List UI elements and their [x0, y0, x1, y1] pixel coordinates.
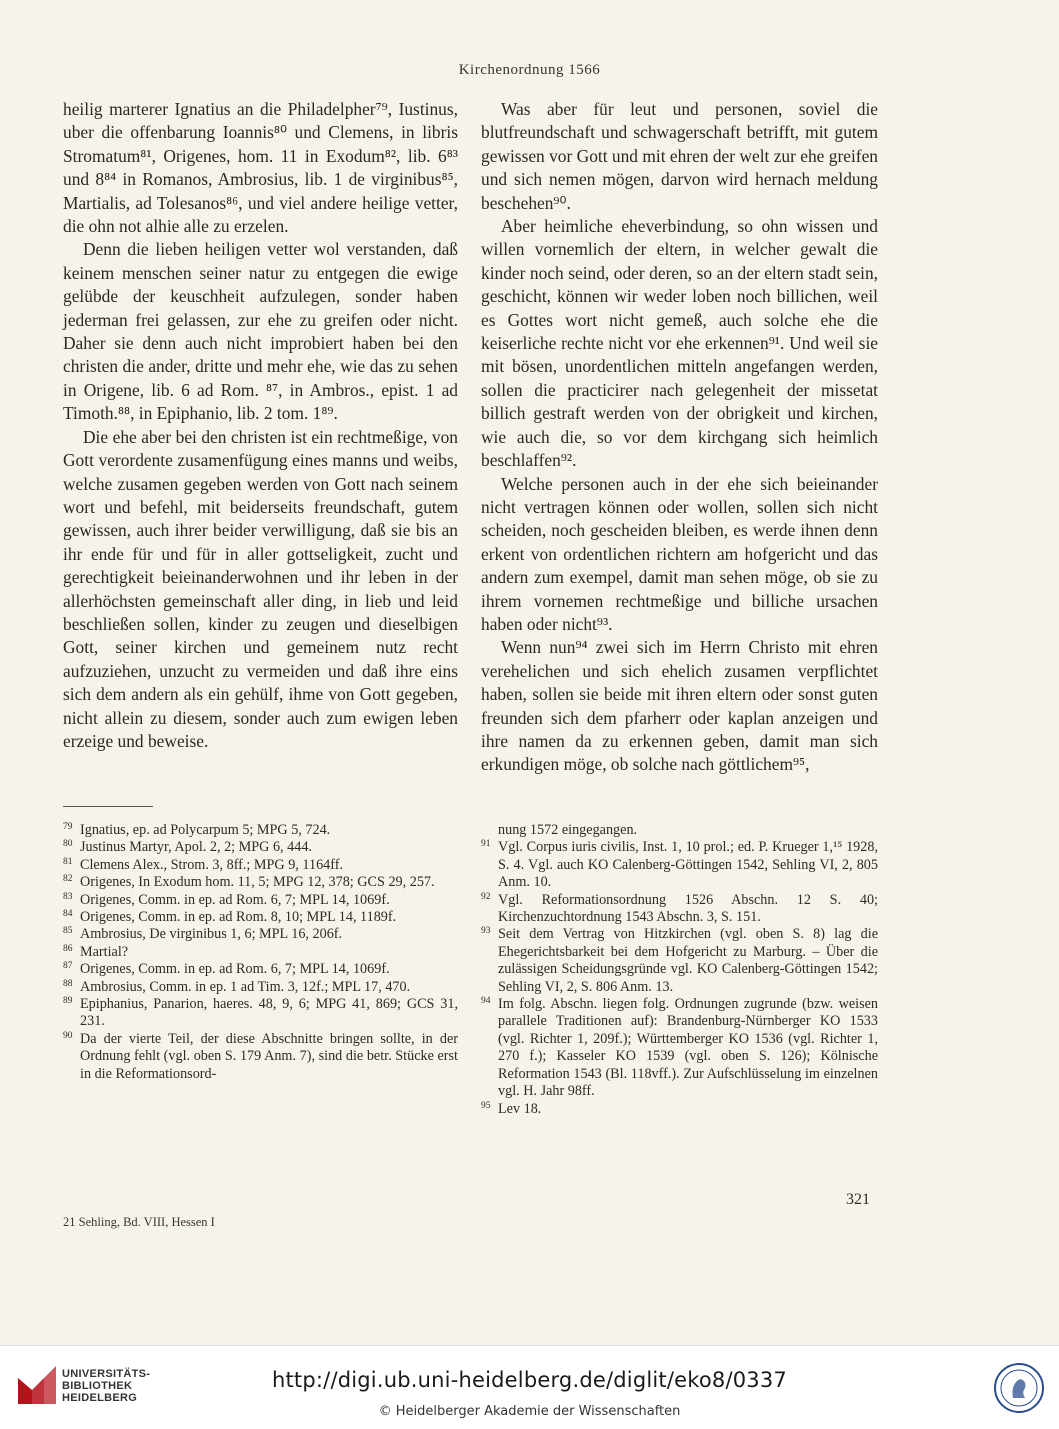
- paragraph: Wenn nun⁹⁴ zwei sich im Herrn Christo mit ehren verehelichen und sich ehelich zusamen verpflichtet haben, sollen sie beide mit ihren eltern oder sonst guten freunden sich dem pfarherr oder kaplan anzeigen und ihre namen da zu erkennen geben, damit man sich erkundigen möge, ob solche nach göttlichem⁹⁵,: [481, 637, 878, 775]
- footnote: 94 Im folg. Abschn. liegen folg. Ordnungen zugrunde (bzw. weisen parallele Traditionen auf): Brandenburg-Nürnberger KO 1533 (vgl. Richter 1, 209f.); Württemberger KO 1536 (vgl. Richter 1, 270 f.); Kasseler KO 1539 (vgl. oben S. 126); Kölnische Reformation 1543 (Bl. 118vff.). Zur Aufschlüsselung im einzelnen vgl. H. Jahr 98ff.: [481, 996, 878, 1100]
- footnote: 90 Da der vierte Teil, der diese Abschnitte bringen sollte, in der Ordnung fehlt (vgl. oben S. 179 Anm. 7), sind die betr. Stücke erst in die Reformationsord-: [63, 1030, 458, 1082]
- footnote: 86 Martial?: [63, 943, 129, 960]
- footnote: 93 Seit dem Vertrag von Hitzkirchen (vgl. oben S. 8) lag die Ehegerichtsbarkeit bei dem Hofgericht zu Marburg. – Über die zulässigen Scheidungsgründe vgl. KO Calenberg-Göttingen 1542; Sehling VI, 2, S. 806 Anm. 13.: [481, 926, 878, 995]
- footnote: 89 Epiphanius, Panarion, haeres. 48, 9, 6; MPG 41, 869; GCS 31, 231.: [63, 996, 458, 1030]
- footnote: 87 Origenes, Comm. in ep. ad Rom. 6, 7; MPL 14, 1069f.: [63, 961, 390, 978]
- footnote: 84 Origenes, Comm. in ep. ad Rom. 8, 10; MPL 14, 1189f.: [63, 909, 397, 926]
- signature-line: 21 Sehling, Bd. VIII, Hessen I: [63, 1215, 215, 1229]
- permalink-url[interactable]: http://digi.ub.uni-heidelberg.de/diglit/eko8/0337: [271, 1368, 787, 1392]
- footnotes-left: [63, 822, 458, 1083]
- footnotes-right: [481, 822, 878, 1118]
- paragraph: Was aber für leut und personen, soviel die blutfreundschaft und schwagerschaft betrifft, mit gutem gewissen vor Gott und mit ehren der welt zur ehe greifen und sich nemen mögen, darvon wird hernach meldung beschehen⁹⁰.: [481, 99, 878, 213]
- footnote: 95 Lev 18.: [481, 1100, 542, 1117]
- footnote: 80 Justinus Martyr, Apol. 2, 2; MPG 6, 444.: [63, 839, 312, 856]
- footnote: 81 Clemens Alex., Strom. 3, 8ff.; MPG 9, 1164ff.: [63, 856, 343, 873]
- footnote: 91 Vgl. Corpus iuris civilis, Inst. 1, 10 prol.; ed. P. Krueger 1,¹⁵ 1928, S. 4. Vgl. auch KO Calenberg-Göttingen 1542, Sehling VI, 2, 805 Anm. 10.: [481, 839, 878, 891]
- university-seal-icon: [993, 1362, 1045, 1414]
- library-name: UNIVERSITÄTS- BIBLIOTHEK HEIDELBERG: [62, 1368, 151, 1404]
- left-text-column: [63, 98, 458, 753]
- paragraph: heilig marterer Ignatius an die Philadelpher⁷⁹, Iustinus, uber die offenbarung Ioannis⁸⁰ und Clemens, in libris Stromatum⁸¹, Origenes, hom. 11 in Exodum⁸², lib. 6⁸³ und 8⁸⁴ in Romanos, Ambrosius, lib. 1 de virginibus⁸⁵, Martialis, ad Tolesanos⁸⁶, und viel andere heilige vetter, die ohn not alhie alle zu erzelen.: [63, 99, 458, 237]
- paragraph: Aber heimliche eheverbindung, so ohn wissen und willen vornemlich der eltern, in welcher gewalt die kinder noch seind, oder deren, so an der eltern stadt sein, geschicht, können wir weder loben noch billichen, weil es Gottes wort nicht gemeß, auch solche ehe die keiserliche rechte nicht vor ehe erkennen⁹¹. Und weil sie mit bösen, unordentlichen mitteln angefangen werden, sollen die practicirer nach gelegenheit der missetat billich gestraft werden von der obrigkeit und kirchen, wie auch die, so vor dem kirchgang sich heimlich beschlaffen⁹².: [481, 216, 878, 471]
- footnote: 85 Ambrosius, De virginibus 1, 6; MPL 16, 206f.: [63, 926, 343, 943]
- footnote: 92 Vgl. Reformationsordnung 1526 Abschn. 12 S. 40; Kirchenzuchtordnung 1543 Abschn. 3, S. 151.: [481, 891, 878, 926]
- footnote: 83 Origenes, Comm. in ep. ad Rom. 6, 7; MPL 14, 1069f.: [63, 891, 390, 908]
- footnote: 82 Origenes, In Exodum hom. 11, 5; MPG 12, 378; GCS 29, 257.: [63, 874, 435, 891]
- paragraph: Denn die lieben heiligen vetter wol verstanden, daß keinem menschen seiner natur zu entgegen die ewige gelübde der keuschheit aufzulegen, sonder haben jederman frei gelassen, zur ehe zu greifen oder nicht. Daher sie denn auch nicht improbiert haben bei den christen die ander, dritte und mehr ehe, wie das zu sehen in Origene, lib. 6 ad Rom. ⁸⁷, in Ambros., epist. 1 ad Timoth.⁸⁸, in Epiphanio, lib. 2 tom. 1⁸⁹.: [63, 239, 458, 424]
- footnote: 79 Ignatius, ep. ad Polycarpum 5; MPG 5, 724.: [63, 822, 331, 838]
- footnote-continuation: nung 1572 eingegangen.: [498, 822, 638, 838]
- running-head: Kirchenordnung 1566: [458, 62, 601, 78]
- paragraph: Welche personen auch in der ehe sich beieinander nicht vertragen können oder wollen, sollen sich nicht scheiden, noch gescheiden bleiben, es werde ihnen denn erkent von ordentlichen richtern am hofgericht und das andern zum exempel, damit man sehen möge, ob sie zu ihrem vornemen rechtmeßige und billiche ursachen haben oder nicht⁹³.: [481, 473, 878, 634]
- right-text-column: [481, 98, 878, 777]
- footnote: 88 Ambrosius, Comm. in ep. 1 ad Tim. 3, 12f.; MPL 17, 470.: [63, 978, 411, 995]
- paragraph: Die ehe aber bei den christen ist ein rechtmeßige, von Gott verordente zusamenfügung eines manns und weibs, welche zusamen gegeben werden von Gott nach seinem wort und befehl, mit beiderseits freundschaft, gutem gewissen, auch ihrer beider verwilligung, daß sie bis an ihr ende für und für in aller gottseligkeit, zucht und gerechtigkeit beieinanderwohnen und ihr leben in der allerhöchsten gemeinschaft aller ding, in lieb und leid beschließen sollen, kinder zu zeugen und dieselbigen Gott, seiner kirchen und gemeinem nutz recht aufzuziehen, unzucht zu vermeiden und daß ihre eins sich dem andern als ein gehülf, ihme von Gott gegeben, nicht allein zu diesem, sonder auch zum ewigen leben erzeige und beweise.: [63, 426, 458, 751]
- footnote-divider: [63, 806, 153, 807]
- copyright-notice: © Heidelberger Akademie der Wissenschaften: [378, 1404, 681, 1419]
- viewer-footer: [0, 1345, 1059, 1429]
- page-number: 321: [846, 1191, 870, 1208]
